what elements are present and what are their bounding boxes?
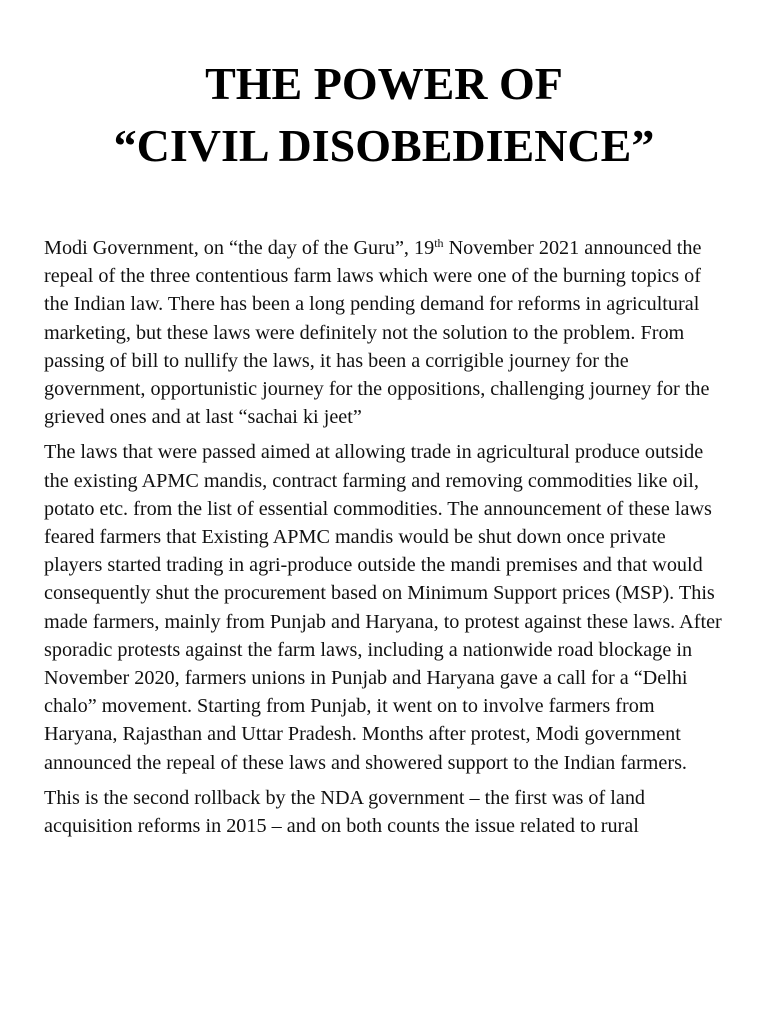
title-line-1: THE POWER OF <box>205 58 563 109</box>
paragraph-3: This is the second rollback by the NDA government – the first was of land acquisition reforms in 2015 – and on both counts the issue related to rural <box>44 786 646 838</box>
paragraph-1-text-start: Modi Government, on “the day of the Guru”, 19 <box>44 237 435 259</box>
document-body <box>44 234 724 840</box>
title-line-2: “CIVIL DISOBEDIENCE” <box>113 120 655 171</box>
ordinal-superscript: th <box>434 236 444 250</box>
document-title <box>44 0 724 177</box>
paragraph-1 <box>44 234 724 431</box>
paragraph-2: The laws that were passed aimed at allowing trade in agricultural produce outside the existing APMC mandis, contract farming and removing commodities like oil, potato etc. from the list of essential commodities. The announcement of these laws feared farmers that Existing APMC mandis would be shut down once private players started trading in agri-produce outside the mandi premises and that would consequently shut the procurement based on Minimum Support prices (MSP). This made farmers, mainly from Punjab and Haryana, to protest against these laws. After sporadic protests against the farm laws, including a nationwide road blockage in November 2020, farmers unions in Punjab and Haryana gave a call for a “Delhi chalo” movement. Starting from Punjab, it went on to involve farmers from Haryana, Rajasthan and Uttar Pradesh. Months after protest, Modi government announced the repeal of these laws and showered support to the Indian farmers. <box>44 441 722 774</box>
paragraph-1-text-end: November 2021 announced the repeal of the three contentious farm laws which were one of the burning topics of the Indian law. There has been a long pending demand for reforms in agricultural marketing, but these laws were definitely not the solution to the problem. From passing of bill to nullify the laws, it has been a corrigible journey for the government, opportunistic journey for the oppositions, challenging journey for the grieved ones and at last “sachai ki jeet” <box>44 237 710 429</box>
